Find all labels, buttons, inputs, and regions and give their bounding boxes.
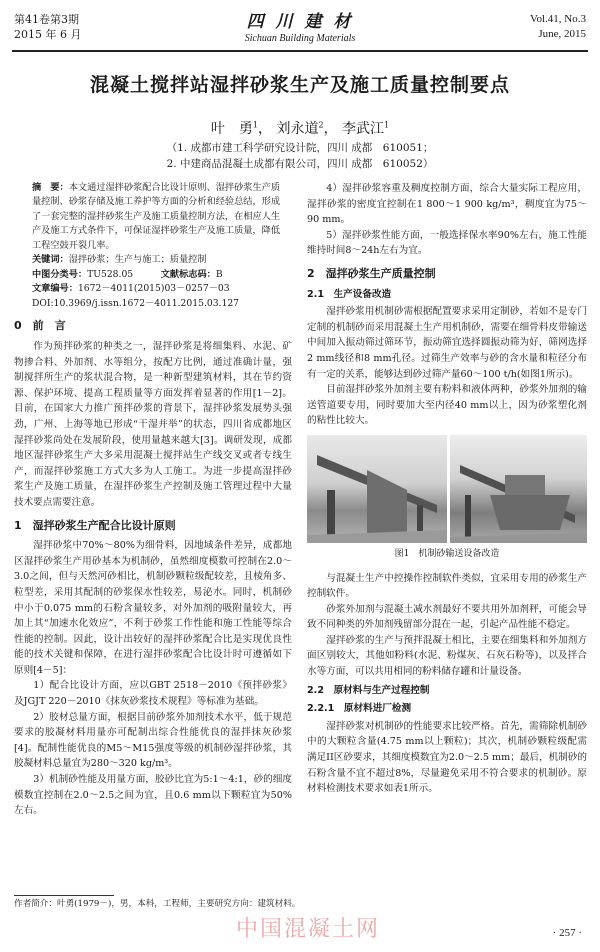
article-title: 混凝土搅拌站湿拌砂浆生产及施工质量控制要点 [89, 74, 510, 96]
conveyor-photo-illustration [307, 435, 447, 543]
author-mark: 1 [384, 120, 390, 130]
paragraph: 湿拌砂浆对机制砂的性能要求比较严格。首先，需筛除机制砂中的大颗粒含量(4.75 mm以上颗粒)；其次，机制砂颗粒级配需满足II区砂要求，其细度模数宜为2.0～2.5 mm；最后，机制砂的石粉含量不宜不超过8%，尽量避免采用不符合要求的机制砂。原材料检测技术要求如表1所示。 [307, 720, 587, 795]
author-footnote: 作者简介：叶勇(1979－)，男，本科，工程师，主要研究方向：建筑材料。 [14, 899, 301, 909]
doc-code-label: 文献标志码： [160, 268, 216, 280]
left-column [14, 181, 292, 819]
article-number-label: 文章编号： [32, 283, 78, 295]
affiliation-line: 2. 中建商品混凝土成都有限公司，四川 成都 610052） [166, 158, 434, 170]
section-heading: 1 湿拌砂浆生产配合比设计原则 [14, 518, 176, 532]
classification-text: TU528.05 [87, 268, 134, 280]
figure-photo-right [450, 435, 587, 543]
header-rule [12, 50, 588, 52]
paragraph: 4）湿拌砂浆容重及稠度控制方面，综合大量实际工程应用，湿拌砂浆的密度宜控制在1 800～1 900 kg/m³，稠度宜为75～90 mm。 [307, 183, 587, 226]
header-volume: 第41卷第3期 [14, 13, 79, 26]
author-list: 叶 勇$^1$， 刘永道$^2$， 李武江$^1$ [210, 120, 390, 137]
journal-name-cn: 四 川 建 材 [246, 12, 354, 32]
paragraph: 与混凝土生产中控操作控制软件类似，宜采用专用的砂浆生产控制软件。 [307, 572, 587, 600]
paragraph: 5）湿拌砂浆性能方面，一般选择保水率90%左右，施工性能维持时间8～24h左右为宜。 [307, 229, 587, 257]
figure-caption: 图1 机制砂输送设备改造 [394, 548, 500, 559]
paragraph: 1）配合比设计方面，应以GBT 2518－2010《预拌砂浆》及JGJT 220－2010《抹灰砂浆技术规程》等标准为基础。 [14, 680, 292, 708]
figure-1 [307, 435, 587, 543]
section-heading: 0 前 言 [14, 319, 66, 333]
header-date: 2015 年 6 月 [14, 28, 82, 41]
metadata-block [32, 253, 292, 311]
paragraph: 湿拌砂浆的生产与预拌混凝土相比，主要在细集料和外加剂方面区别较大，其他如粉料(水泥、粉煤灰、石灰石粉等)，以及拌合水等方面，可以共用相同的粉料储存罐和计量设备。 [307, 634, 587, 678]
author-name: 叶 勇 [210, 121, 253, 137]
paragraph: 2）胶材总量方面，根据目前砂浆外加剂技术水平，低于规范要求的胶凝材料用量亦可配制出综合性能优良的湿拌抹灰砂浆[4]。配制性能优良的M5～M15强度等级的机制砂湿拌砂浆，其胶凝材料总量宜为280～320 kg/m³。 [14, 711, 292, 770]
screen-photo-illustration [450, 435, 587, 543]
doc-code-text: B [215, 268, 223, 280]
classification [32, 268, 292, 283]
running-header [0, 0, 600, 54]
abstract [32, 181, 288, 253]
keywords-label: 关键词： [32, 254, 69, 266]
header-date-en: June, 2015 [538, 28, 586, 40]
doi: DOI:10.3969/j.issn.1672－4011.2015.03.127 [32, 297, 240, 309]
abstract-label: 摘 要： [32, 182, 69, 193]
figure-photo-left [307, 435, 447, 543]
classification-label: 中图分类号： [32, 268, 88, 280]
affiliation-line: （1. 成都市建工科学研究设计院，四川 成都 610051； [166, 142, 434, 154]
keywords [32, 253, 292, 268]
paragraph: 砂浆外加剂与混凝土减水剂最好不要共用外加剂秤，可能会导致不同种类的外加剂残留部分混在一起，引起产品性能不稳定。 [307, 603, 587, 631]
journal-logo [0, 7, 600, 44]
journal-name-en: Sichuan Building Materials [244, 33, 356, 44]
right-column [307, 181, 587, 797]
page-number: · 257 · [552, 927, 582, 939]
header-volume-en: Vol.41, No.3 [529, 13, 586, 25]
watermark: 中国混凝土网 [236, 917, 381, 942]
author-name: 刘永道 [276, 121, 319, 137]
subsection-heading: 2.1 生产设备改造 [307, 288, 392, 300]
subsection-heading: 2.2 原材料与生产过程控制 [307, 684, 430, 696]
footnote-rule [14, 895, 114, 896]
paragraph: 目前湿拌砂浆外加剂主要有粉料和液体两种，砂浆外加剂的输送管道要专用，同时要加大至内径40 mm以上，因为砂浆塑化剂的粘性比较大。 [307, 384, 587, 427]
article-number [32, 282, 292, 297]
section-heading: 2 湿拌砂浆生产质量控制 [307, 266, 436, 280]
header-right [530, 12, 586, 42]
author-mark: 2 [318, 120, 324, 130]
author-name: 李武江 [342, 121, 384, 137]
paragraph: 3）机制砂性能及用量方面，胶砂比宜为5:1～4:1，砂的细度模数宜控制在2.0～2.5之间为宜，且0.6 mm以下颗粒宜为50%左右。 [14, 774, 292, 817]
subsubsection-heading: 2.2.1 原材料进厂检测 [307, 703, 412, 715]
abstract-text: 本文通过湿拌砂浆配合比设计原则、湿拌砂浆生产质量控制、砂浆存储及施工养护等方面的分析和经验总结，形成了一套完整的湿拌砂浆生产及施工质量控制方法，在相应人生产及施工方式条件下，可保证湿拌砂浆生产及施工质量，降低工程空鼓开裂几率。 [32, 182, 281, 251]
author-mark: 1 [252, 120, 258, 130]
affiliations [0, 140, 600, 172]
paragraph: 湿拌砂浆用机制砂需根据配置要求采用定制砂，若如不是专门定制的机制砂而采用混凝土生产用机制砂，需要在细骨料皮带输送中间加入振动筛过筛环节，振动筛宜选择圆振动筛为好，筛网选择2 mm线径和8 mm孔径。过筛生产效率与砂的含水量和粒径分布有一定的关系，能够达到砂过筛产量60～100 t/h(如图1所示)。 [307, 306, 587, 380]
article-number-text: 1672－4011(2015)03－0257－03 [77, 283, 230, 295]
paragraph: 湿拌砂浆中70%～80%为细骨料，因地域条件差异，成都地区湿拌砂浆生产用砂基本为机制砂，虽然细度模数可控制在2.0～3.0之间，但与天然河砂相比，机制砂颗粒级配较差，且棱角多、粒型差，采用其配制的砂浆保水性较差，易泌水。同时，机制砂中小于0.075 mm的石粉含量较多，对外加剂的吸附量较大，再加上其“加速水化效应”，不利于砂浆工作性能和施工性能等综合性能的控制。因此，设计出较好的湿拌砂浆配合比是实现优良性能的技术关键和保障，在进行湿拌砂浆配合比设计时可遵循如下原则[4－5]： [14, 540, 292, 676]
paragraph: 作为预拌砂浆的种类之一，湿拌砂浆是将细集料、水泥、矿物掺合料、外加剂、水等组分，按配方比例，通过准确计量，强制搅拌所生产的浆状混合物，是一种新型建筑材料，其在节约资源、保护环境、提高工程质量等方面发挥着显著的作用[1－2]。目前，在国家大力推广预拌砂浆的背景下，湿拌砂浆发展势头强劲，广州、上海等地已形成“干湿并举”的状态，四川省成都地区湿拌砂浆尚处在发展阶段，使用量越来越大[3]。调研发现，成都地区湿拌砂浆生产大多采用混凝土搅拌站生产线交叉或者专线生产，而湿拌砂浆施工方式大多为人工施工。为进一步提高湿拌砂浆生产及施工质量，在湿拌砂浆生产控制及施工管理过程中大量技术要点需要注意。 [14, 341, 292, 508]
keywords-text: 湿拌砂浆；生产与施工；质量控制 [68, 254, 207, 266]
